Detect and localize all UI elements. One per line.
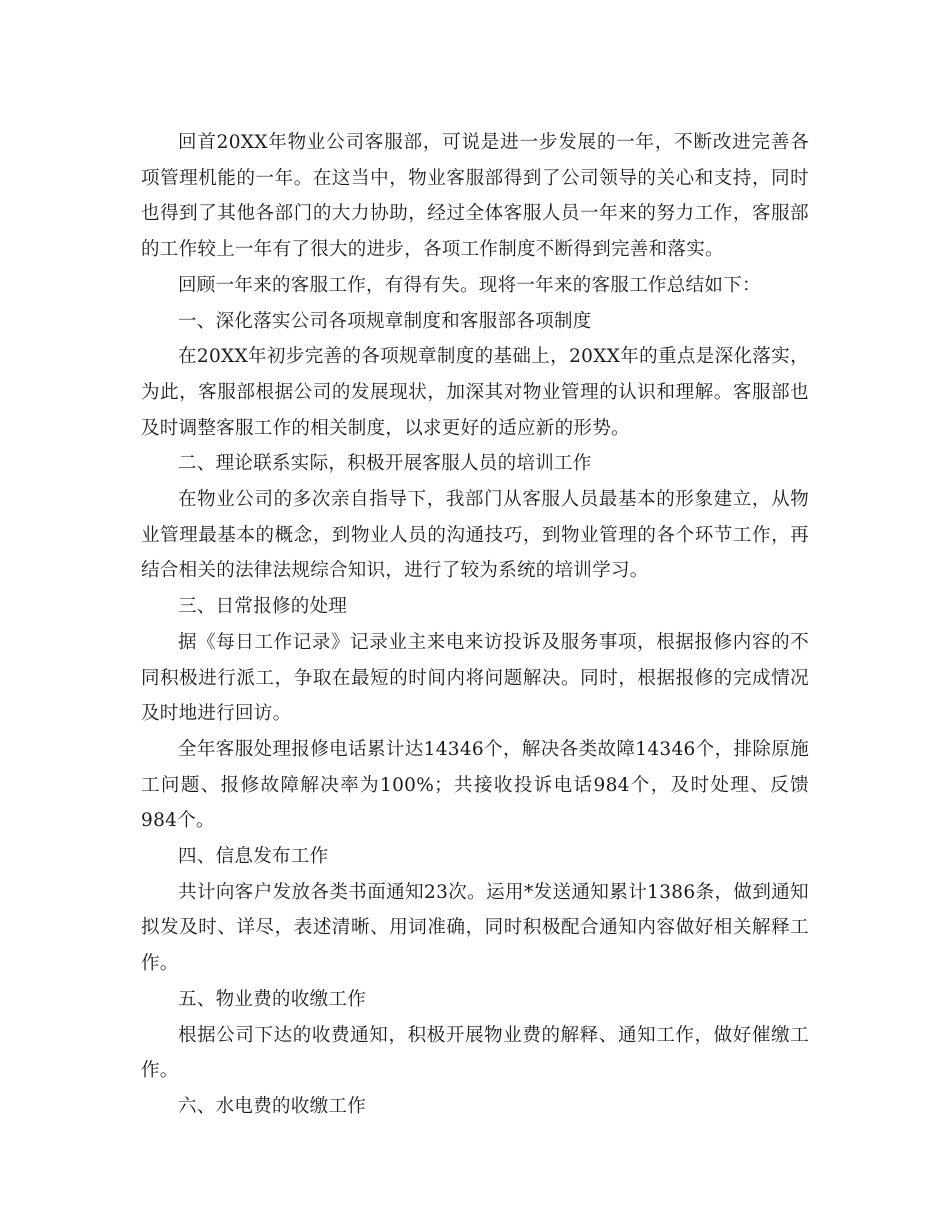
document-body [141, 125, 809, 1125]
section-heading-1: 一、深化落实公司各项规章制度和客服部各项制度 [178, 310, 592, 332]
paragraph-section-3: 据《每日工作记录》记录业主来电来访投诉及服务事项，根据报修内容的不同积极进行派工，争取在最短的时间内将问题解决。同时，根据报修的完成情况及时地进行回访。 [141, 631, 809, 725]
section-heading-5: 五、物业费的收缴工作 [178, 988, 367, 1010]
section-heading-3: 三、日常报修的处理 [178, 596, 348, 618]
paragraph-section-3-stats: 全年客服处理报修电话累计达14346个，解决各类故障14346个，排除原施工问题、报修故障解决率为100%；共接收投诉电话984个，及时处理、反馈984个。 [141, 738, 809, 832]
section-heading-6: 六、水电费的收缴工作 [178, 1095, 367, 1117]
section-heading-4: 四、信息发布工作 [178, 846, 329, 868]
paragraph-section-1: 在20XX年初步完善的各项规章制度的基础上，20XX年的重点是深化落实，为此，客服部根据公司的发展现状，加深其对物业管理的认识和理解。客服部也及时调整客服工作的相关制度，以求更好的适应新的形势。 [141, 346, 809, 439]
paragraph-summary-lead: 回顾一年来的客服工作，有得有失。现将一年来的客服工作总结如下： [178, 274, 761, 296]
paragraph-section-2: 在物业公司的多次亲自指导下，我部门从客服人员最基本的形象建立，从物业管理最基本的概念，到物业人员的沟通技巧，到物业管理的各个环节工作，再结合相关的法律法规综合知识，进行了较为系统的培训学习。 [141, 489, 809, 582]
paragraph-section-4: 共计向客户发放各类书面通知23次。运用*发送通知累计1386条，做到通知拟发及时、详尽，表述清晰、用词准确，同时积极配合通知内容做好相关解释工作。 [141, 881, 809, 975]
section-heading-2: 二、理论联系实际，积极开展客服人员的培训工作 [178, 453, 592, 475]
paragraph-section-5: 根据公司下达的收费通知，积极开展物业费的解释、通知工作，做好催缴工作。 [141, 1024, 809, 1082]
paragraph-intro: 回首20XX年物业公司客服部，可说是进一步发展的一年，不断改进完善各项管理机能的一年。在这当中，物业客服部得到了公司领导的关心和支持，同时也得到了其他各部门的大力协助，经过全体客服人员一年来的努力工作，客服部的工作较上一年有了很大的进步，各项工作制度不断得到完善和落实。 [141, 132, 809, 261]
